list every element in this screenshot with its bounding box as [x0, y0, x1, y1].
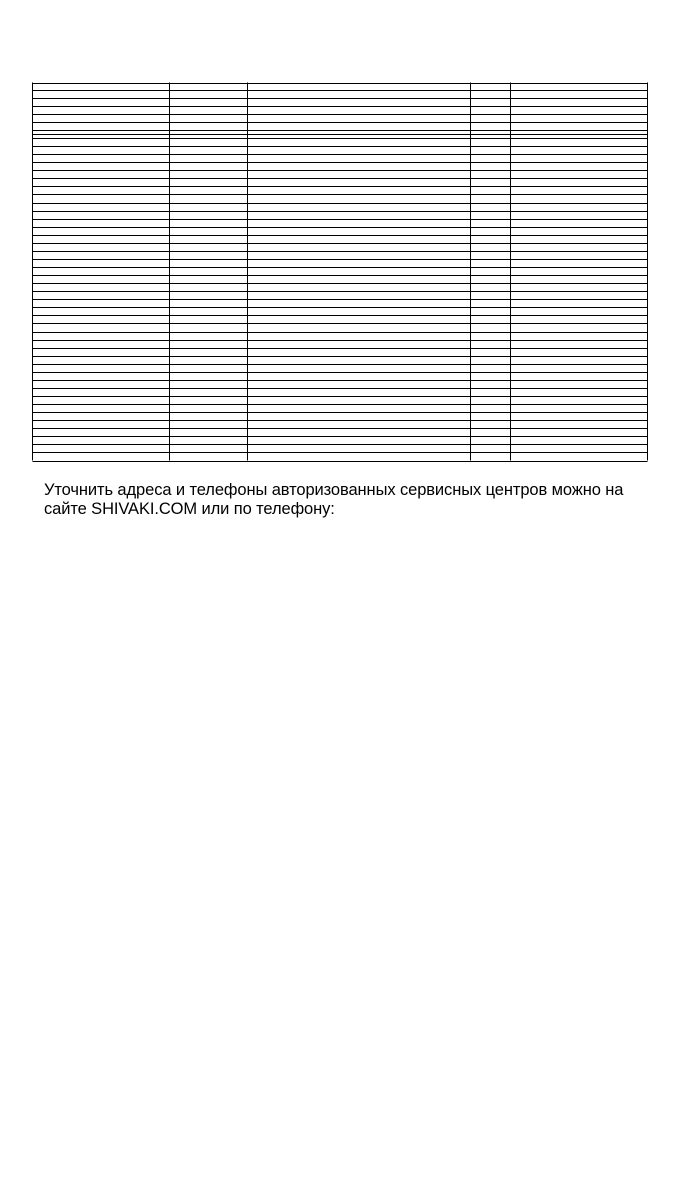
note-line-1: Уточнить адреса и телефоны авторизованных сервисных центров можно на: [44, 481, 624, 499]
table-grid: [32, 82, 648, 462]
service-centers-note: [44, 481, 664, 519]
service-centers-table: [32, 82, 648, 462]
note-line-2: сайте SHIVAKI.COM или по телефону:: [44, 500, 335, 518]
